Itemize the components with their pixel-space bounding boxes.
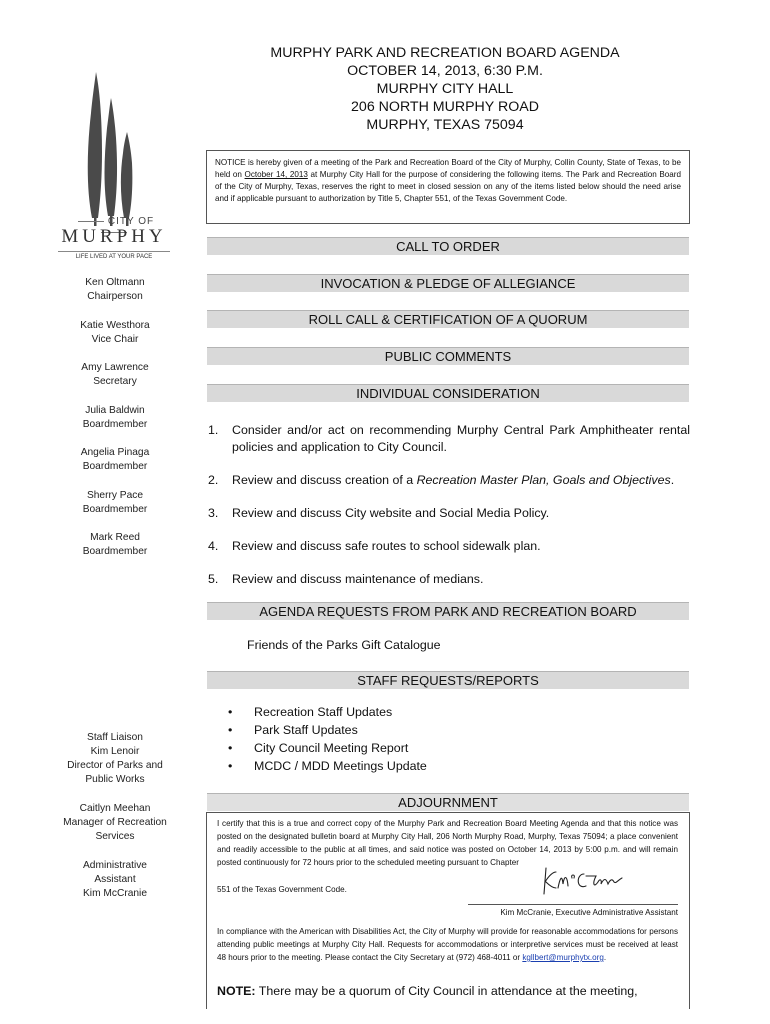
agenda-item	[208, 571, 690, 589]
member-chairperson	[50, 276, 180, 304]
header-city: MURPHY, TEXAS 75094	[366, 117, 524, 133]
bullet-icon: •	[228, 723, 233, 737]
member-role: Vice Chair	[91, 334, 139, 345]
staff-manager-name: Caitlyn Meehan	[79, 803, 151, 814]
section-roll-call: ROLL CALL & CERTIFICATION OF A QUORUM	[207, 310, 689, 328]
bullet-icon: •	[228, 741, 233, 755]
signer-caption: Kim McCranie, Executive Administrative Assistant	[500, 908, 678, 917]
ada-text: In compliance with the American with Disabilities Act, the City of Murphy will provide for reasonable accommodations for persons attending public meetings at Murphy City Hall. Requests for accommodations or interpretive services must be received at least 48 hours prior to the meeting. Please contact the City Secretary at (972) 468-4011 or	[217, 927, 678, 962]
item-text: Consider and/or act on recommending Murphy Central Park Amphitheater rental policies and application to City Council.	[232, 423, 690, 454]
notice-text-after: at Murphy City Hall for the purpose of considering the following items. The Park and Recreation Board of the City of Murphy, Texas, reserves the right to meet in closed session on any of the items listed below should the need arise and if applicable pursuant to authorization by Title 5, Chapter 551, of the Texas Government Code.	[215, 170, 681, 203]
agenda-request-item: Friends of the Parks Gift Catalogue	[247, 638, 441, 652]
item-number: 5.	[208, 572, 219, 586]
staff-manager-role: Services	[95, 831, 135, 842]
section-staff-requests: STAFF REQUESTS/REPORTS	[207, 671, 689, 689]
bullet-icon: •	[228, 759, 233, 773]
agenda-item	[208, 472, 690, 490]
member-role: Chairperson	[87, 291, 143, 302]
staff-liaison-title: Staff Liaison	[87, 732, 143, 743]
certification-text: I certify that this is a true and correct copy of the Murphy Park and Recreation Board Meeting Agenda and that this notice was posted on the designated bulletin board at Murphy City Hall, 206 North Murphy Road, Murphy, Texas 75094; a place convenient and readily accessible to the public at all times, and said notice was posted on October 14, 2013 by 5:00 p.m. and will remain posted continuously for 72 hours prior to the scheduled meeting pursuant to Chapter	[217, 819, 678, 867]
member-role: Boardmember	[82, 461, 148, 472]
item-text-italic: Recreation Master Plan, Goals and Objectives	[416, 473, 671, 487]
member-boardmember	[50, 446, 180, 474]
header-address: 206 NORTH MURPHY ROAD	[351, 99, 539, 115]
logo-tagline: LIFE LIVED AT YOUR PACE	[58, 251, 170, 260]
member-role: Boardmember	[82, 419, 148, 430]
staff-admin-title: Assistant	[94, 874, 136, 885]
section-call-to-order: CALL TO ORDER	[207, 237, 689, 255]
member-name: Amy Lawrence	[81, 362, 149, 373]
note-label: NOTE:	[217, 984, 256, 998]
staff-liaison-role: Director of Parks and	[67, 760, 163, 771]
member-name: Angelia Pinaga	[80, 447, 150, 458]
member-boardmember	[50, 531, 180, 559]
signature-image	[540, 864, 630, 898]
section-agenda-requests: AGENDA REQUESTS FROM PARK AND RECREATION BOARD	[207, 602, 689, 620]
item-text: Review and discuss creation of a Recreation Master Plan, Goals and Objectives.	[232, 473, 675, 487]
item-text: Review and discuss City website and Social Media Policy.	[232, 506, 550, 520]
section-individual-consideration: INDIVIDUAL CONSIDERATION	[207, 384, 689, 402]
agenda-item	[208, 422, 690, 458]
header-venue: MURPHY CITY HALL	[376, 81, 514, 97]
section-public-comments: PUBLIC COMMENTS	[207, 347, 689, 365]
bullet-icon: •	[228, 705, 233, 719]
ada-notice: In compliance with the American with Disabilities Act, the City of Murphy will provide for reasonable accommodations for persons attending public meetings at Murphy City Hall. Requests for accommodations or interpretive services must be received at least 48 hours prior to the meeting. Please contact the City Secretary at (972) 468-4011 or kgllbert@murphytx.org.	[217, 927, 678, 962]
staff-recreation-manager	[50, 802, 180, 844]
quorum-note	[217, 983, 678, 1000]
staff-admin-assistant	[50, 859, 180, 901]
contact-email-link[interactable]: kgllbert@murphytx.org	[522, 953, 604, 962]
certification-text-end: 551 of the Texas Government Code.	[217, 885, 347, 894]
member-role: Boardmember	[82, 546, 148, 557]
agenda-item	[208, 505, 690, 523]
item-number: 4.	[208, 539, 219, 553]
section-adjournment: ADJOURNMENT	[207, 793, 689, 811]
staff-bullet-item: • City Council Meeting Report	[228, 741, 409, 755]
item-number: 3.	[208, 506, 219, 520]
member-boardmember	[50, 404, 180, 432]
staff-bullet-item: • Recreation Staff Updates	[228, 705, 393, 719]
member-vice-chair	[50, 319, 180, 347]
member-role: Boardmember	[82, 504, 148, 515]
header-title: MURPHY PARK AND RECREATION BOARD AGENDA	[270, 45, 620, 61]
agenda-header	[205, 44, 685, 134]
member-role: Secretary	[93, 376, 137, 387]
member-name: Mark Reed	[90, 532, 140, 543]
staff-liaison-role: Public Works	[85, 774, 145, 785]
staff-liaison	[50, 731, 180, 787]
item-text: Review and discuss safe routes to school sidewalk plan.	[232, 539, 541, 553]
notice-text-before: NOTICE is hereby given of a meeting of the Park and Recreation Board of the City of Murphy, Collin County, State of Texas, to be held on	[215, 158, 681, 179]
notice-box	[206, 150, 690, 224]
staff-admin-title: Administrative	[83, 860, 147, 871]
member-name: Julia Baldwin	[85, 405, 145, 416]
signature-line	[468, 904, 678, 905]
staff-manager-role: Manager of Recreation	[63, 817, 167, 828]
member-secretary	[50, 361, 180, 389]
member-name: Ken Oltmann	[85, 277, 145, 288]
item-text: Review and discuss maintenance of medians.	[232, 572, 484, 586]
note-text: There may be a quorum of City Council in attendance at the meeting,	[255, 984, 638, 998]
staff-liaison-name: Kim Lenoir	[90, 746, 140, 757]
member-name: Katie Westhora	[80, 320, 150, 331]
item-number: 1.	[208, 423, 219, 437]
logo-city-of: CITY OF	[58, 216, 170, 238]
section-invocation: INVOCATION & PLEDGE OF ALLEGIANCE	[207, 274, 689, 292]
notice-date: October 14, 2013	[244, 170, 308, 179]
staff-admin-name: Kim McCranie	[83, 888, 147, 899]
staff-bullet-item: • Park Staff Updates	[228, 723, 358, 737]
agenda-item	[208, 538, 690, 556]
item-number: 2.	[208, 473, 219, 487]
member-boardmember	[50, 489, 180, 517]
member-name: Sherry Pace	[86, 490, 144, 501]
logo-murphy: MURPHY	[61, 226, 167, 247]
staff-bullet-item: • MCDC / MDD Meetings Update	[228, 759, 427, 773]
header-date: OCTOBER 14, 2013, 6:30 P.M.	[347, 63, 543, 79]
